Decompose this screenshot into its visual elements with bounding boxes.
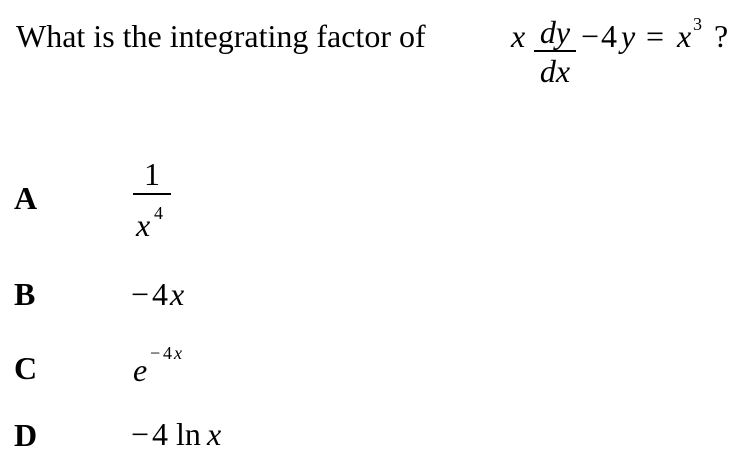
question-coefficient: 4 — [601, 18, 617, 54]
fraction-denominator: dx — [539, 53, 571, 89]
question-text: What is the integrating factor of — [16, 18, 426, 54]
option-d-coefficient: 4 — [152, 416, 168, 452]
question-rhs-base: x — [677, 18, 692, 54]
option-c-exponent-variable: x — [174, 343, 182, 363]
option-c-exponent-coefficient: 4 — [163, 343, 172, 363]
question-equals: = — [646, 18, 665, 54]
option-a-denominator-exponent: 4 — [154, 203, 163, 223]
option-a-letter: A — [14, 180, 38, 216]
fraction-numerator: dy — [539, 14, 571, 50]
option-d-letter: D — [14, 417, 38, 453]
option-a-fraction — [130, 155, 174, 195]
option-c-exponent-minus: − — [150, 343, 161, 363]
option-c-base: e — [133, 352, 148, 388]
option-b-coefficient: 4 — [152, 276, 168, 312]
option-b-letter: B — [14, 276, 36, 312]
option-b-minus: − — [131, 276, 150, 312]
option-a-denominator-base: x — [136, 207, 151, 243]
question-y: y — [621, 18, 636, 54]
question-minus: − — [581, 18, 600, 54]
question-x: x — [511, 18, 526, 54]
question-mark: ? — [714, 18, 729, 54]
option-d-minus: − — [131, 416, 150, 452]
question-derivative-fraction — [533, 14, 577, 90]
option-d-variable: x — [207, 416, 222, 452]
option-c-letter: C — [14, 350, 38, 386]
option-a-numerator: 1 — [144, 156, 160, 192]
option-b-variable: x — [170, 276, 185, 312]
question-rhs-exponent: 3 — [693, 14, 702, 34]
option-d-function: ln — [176, 416, 201, 452]
option-a-fraction-bar — [133, 193, 171, 195]
